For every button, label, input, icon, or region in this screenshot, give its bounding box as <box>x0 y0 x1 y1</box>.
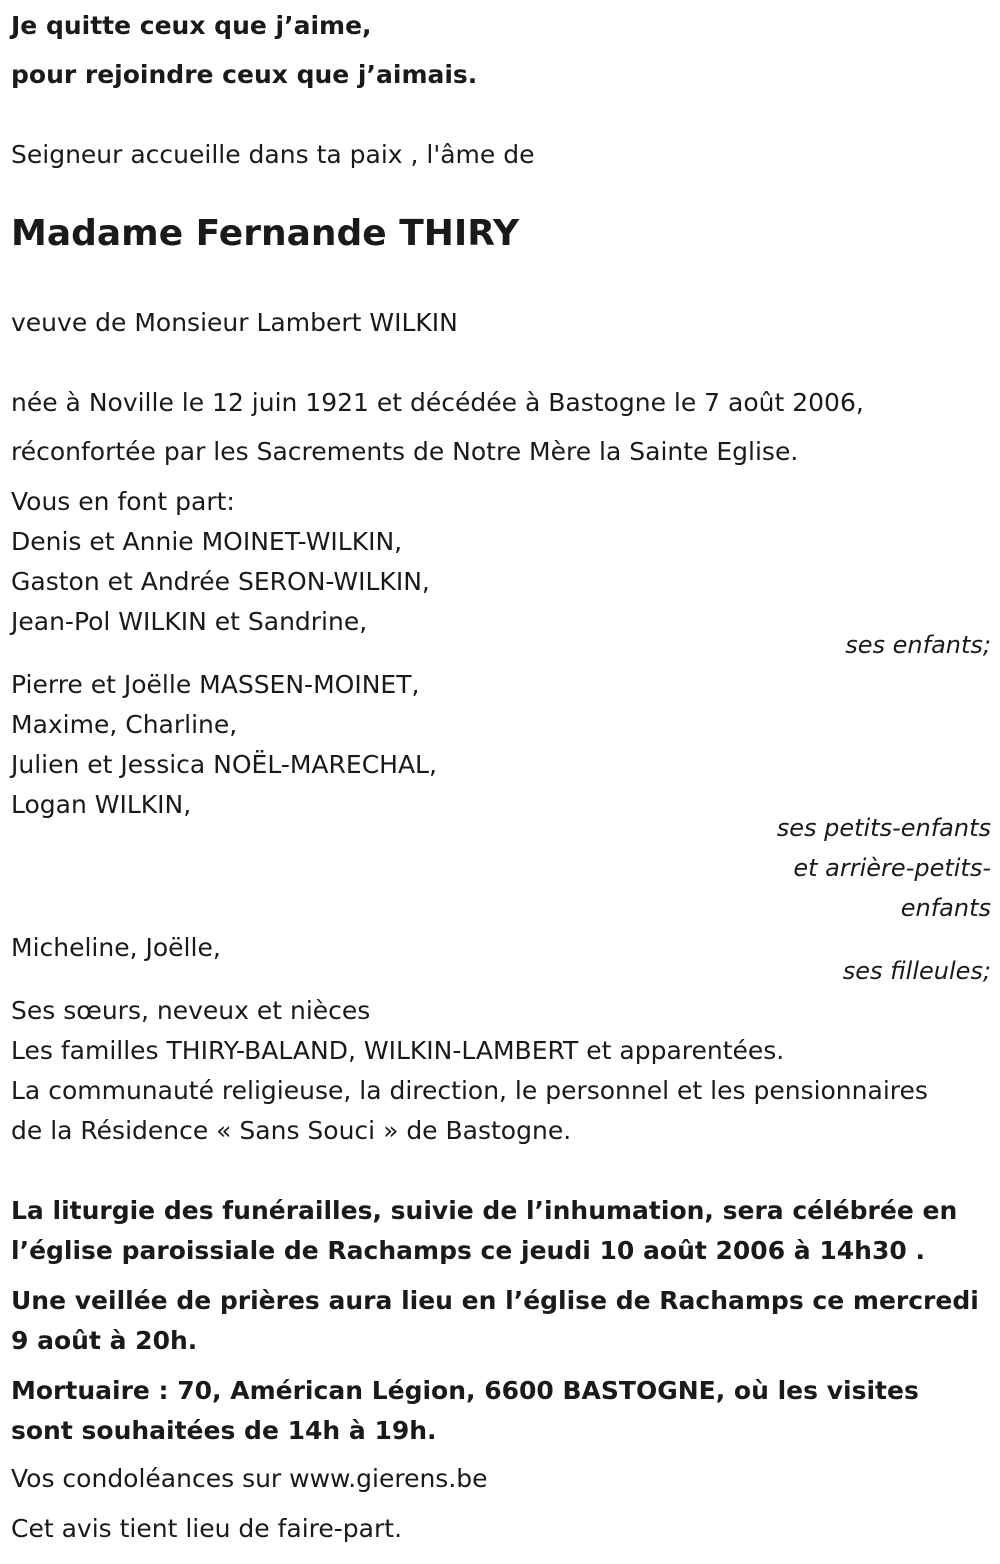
intro-text: Seigneur accueille dans ta paix , l'âme de <box>11 140 535 169</box>
grandchildren-label-2: et arrière-petits- <box>793 854 991 882</box>
others-line-2: Les familles THIRY-BALAND, WILKIN-LAMBERT et apparentées. <box>11 1036 785 1065</box>
children-label: ses enfants; <box>845 631 991 659</box>
sacraments-text: réconfortée par les Sacrements de Notre Mère la Sainte Eglise. <box>11 437 799 466</box>
birth-death-text: née à Noville le 12 juin 1921 et décédée à Bastogne le 7 août 2006, <box>11 388 864 417</box>
grandchild-3: Julien et Jessica NOËL-MARECHAL, <box>11 750 437 779</box>
spouse-text: veuve de Monsieur Lambert WILKIN <box>11 308 458 337</box>
child-2: Gaston et Andrée SERON-WILKIN, <box>11 567 430 596</box>
grandchild-2: Maxime, Charline, <box>11 710 238 739</box>
funeral-text: La liturgie des funérailles, suivie de l’inhumation, sera célébrée en l’église paroissiale de Rachamps ce jeudi 10 août 2006 à 14h30 . <box>11 1196 958 1265</box>
grandchild-4: Logan WILKIN, <box>11 790 192 819</box>
others-line-4: de la Résidence « Sans Souci » de Bastogne. <box>11 1116 572 1145</box>
vigil-text: Une veillée de prières aura lieu en l’église de Rachamps ce mercredi 9 août à 20h. <box>11 1286 979 1355</box>
announce-heading: Vous en font part: <box>11 487 235 516</box>
child-1: Denis et Annie MOINET-WILKIN, <box>11 527 403 556</box>
condolences-text: Vos condoléances sur www.gierens.be <box>11 1464 488 1493</box>
deceased-name: Madame Fernande THIRY <box>11 213 520 254</box>
child-3: Jean-Pol WILKIN et Sandrine, <box>11 607 368 636</box>
mortuary-text: Mortuaire : 70, Américan Légion, 6600 BASTOGNE, où les visites sont souhaitées de 14h à 19h. <box>11 1376 919 1445</box>
grandchildren-label-1: ses petits-enfants <box>776 814 991 842</box>
grandchildren-label-3: enfants <box>900 894 991 922</box>
epigraph-line-1: Je quitte ceux que j’aime, <box>11 11 372 40</box>
epigraph-line-2: pour rejoindre ceux que j’aimais. <box>11 60 478 89</box>
others-line-3: La communauté religieuse, la direction, le personnel et les pensionnaires <box>11 1076 928 1105</box>
grandchild-1: Pierre et Joëlle MASSEN-MOINET, <box>11 670 420 699</box>
others-line-1: Ses sœurs, neveux et nièces <box>11 996 371 1025</box>
goddaughters-text: Micheline, Joëlle, <box>11 933 221 962</box>
notice-text: Cet avis tient lieu de faire-part. <box>11 1514 403 1543</box>
goddaughters-label: ses filleules; <box>842 957 991 985</box>
